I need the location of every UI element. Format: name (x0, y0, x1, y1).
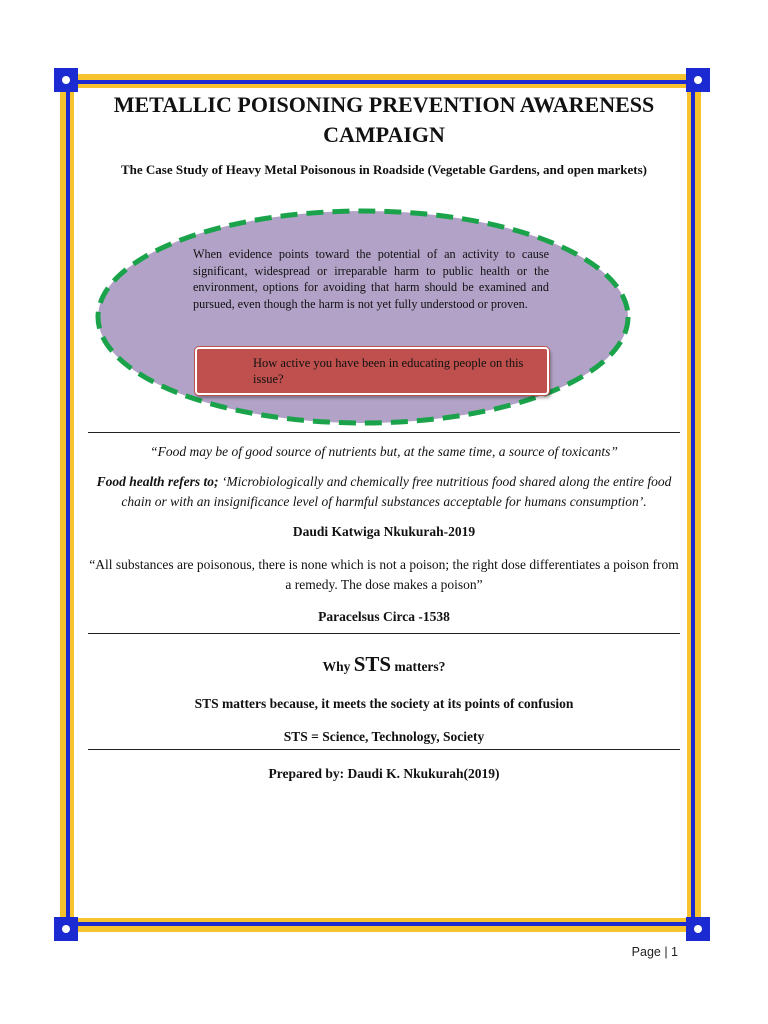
food-quote: “Food may be of good source of nutrients but, at the same time, a source of toxicants” (150, 444, 618, 459)
why-suffix: matters? (391, 659, 446, 674)
corner-ornament-bottom-right (686, 917, 710, 941)
why-sts-heading (88, 652, 680, 677)
paracelsus-quote: “All substances are poisonous, there is none which is not a poison; the right dose differentiates a poison from a remedy. The dose makes a poison” (89, 557, 679, 592)
principle-callout (88, 206, 680, 428)
corner-ornament-top-left (54, 68, 78, 92)
divider (88, 749, 680, 750)
corner-ornament-top-right (686, 68, 710, 92)
precautionary-principle-text: When evidence points toward the potential of an activity to cause significant, widespread or irreparable harm to public health or the environment, options for avoiding that harm should be examined and pursued, even though the harm is not yet fully understood or proven. (193, 247, 549, 311)
food-health-definition (88, 472, 680, 512)
divider (88, 633, 680, 634)
page-number: Page | 1 (631, 945, 678, 959)
definition-lead: Food health refers to; (96, 474, 219, 489)
document-title: METALLIC POISONING PREVENTION AWARENESS CAMPAIGN (113, 92, 655, 147)
definition-body: ‘Microbiologically and chemically free nutritious food shared along the entire food chain or with an insignificance level of harmful substances acceptable for humans consumption’. (121, 474, 672, 509)
why-prefix: Why (322, 659, 354, 674)
corner-ornament-bottom-left (54, 917, 78, 941)
quote-author-2: Paracelsus Circa -1538 (318, 609, 450, 624)
page-content (88, 90, 680, 782)
prepared-by: Prepared by: Daudi K. Nkukurah(2019) (268, 766, 500, 781)
question-box: How active you have been in educating people on this issue? (195, 347, 549, 395)
why-sts-emphasis: STS (353, 652, 392, 676)
document-subtitle: The Case Study of Heavy Metal Poisonous in Roadside (Vegetable Gardens, and open markets) (120, 162, 648, 177)
quote-author-1: Daudi Katwiga Nkukurah-2019 (292, 524, 476, 539)
divider (88, 432, 680, 433)
sts-statement: STS matters because, it meets the society at its points of confusion (194, 696, 574, 711)
sts-definition: STS = Science, Technology, Society (283, 729, 485, 744)
